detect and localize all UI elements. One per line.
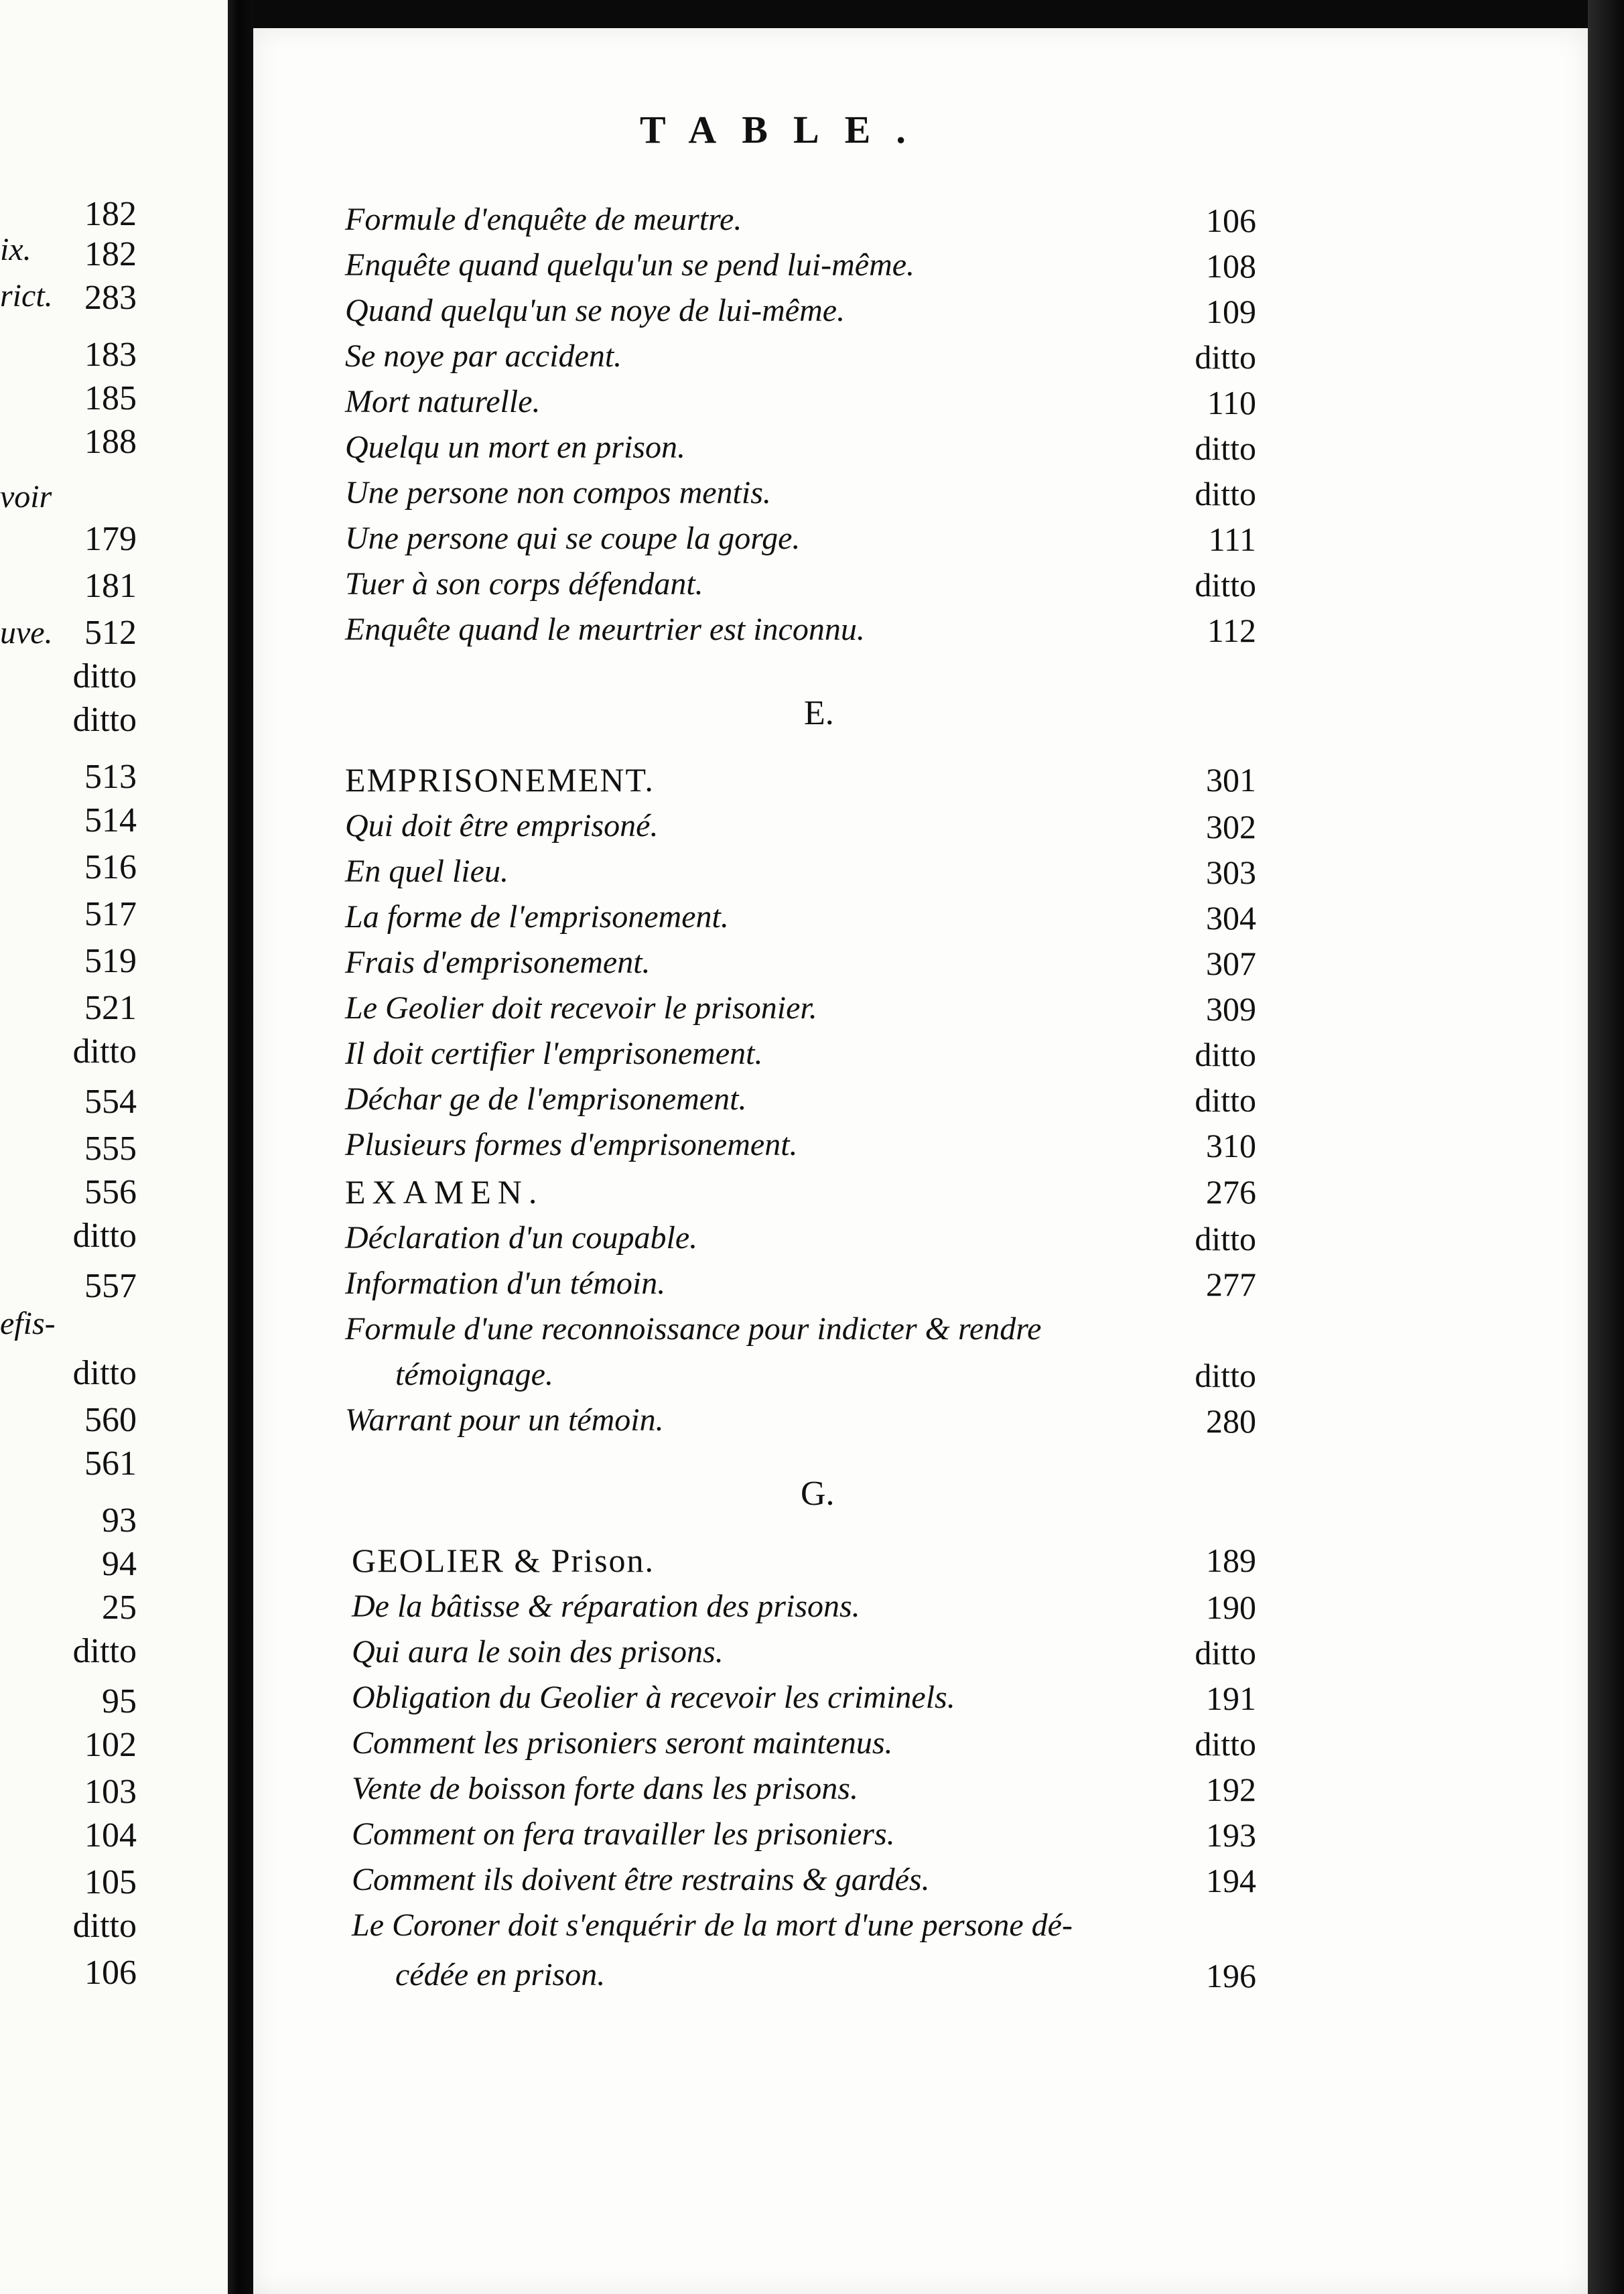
entry-label: Frais d'emprisonement. [345,945,651,980]
index-entry [345,898,1256,943]
entry-page: 310 [1206,1127,1256,1164]
heading-label: EXAMEN. [345,1173,544,1211]
index-entry [345,520,1256,564]
entry-page: 194 [1206,1862,1256,1899]
entry-page: 309 [1206,990,1256,1028]
entry-page: ditto [1195,429,1256,467]
section-letter: E. [804,694,834,732]
section-heading [345,760,1256,805]
entry-label: Une persone qui se coupe la gorge. [345,521,801,556]
left-page-number: 95 [102,1682,137,1720]
index-entry [345,292,1256,336]
left-page-number: 516 [84,848,137,886]
entry-label: Plusieurs formes d'emprisonement. [345,1127,798,1162]
entry-label: Enquête quand le meurtrier est inconnu. [345,612,865,647]
entry-label: Il doit certifier l'emprisonement. [345,1036,763,1071]
left-page-number: 514 [84,801,137,839]
entry-label: Vente de boisson forte dans les prisons. [352,1771,858,1806]
entry-page: 276 [1206,1173,1256,1211]
entry-label: Mort naturelle. [345,384,541,419]
left-fragment: ix. [0,232,31,267]
index-entry [352,1588,1256,1632]
index-entry [345,1219,1256,1264]
entry-label: Information d'un témoin. [345,1266,666,1301]
index-entry [345,853,1256,897]
index-entry [345,1402,1256,1446]
entry-label: Le Coroner doit s'enquérir de la mort d'une persone dé- [352,1907,1073,1943]
left-page-number: 103 [84,1773,137,1811]
left-page-number: 106 [84,1954,137,1992]
left-page-number: 554 [84,1083,137,1121]
entry-label: Une persone non compos mentis. [345,475,771,511]
index-entry [345,474,1256,519]
entry-label: Tuer à son corps défendant. [345,566,703,602]
entry-page: 189 [1206,1542,1256,1579]
entry-page: 302 [1206,808,1256,846]
entry-page: 190 [1206,1589,1256,1626]
left-page-number: 555 [84,1130,137,1168]
index-entry [345,1035,1256,1079]
section-heading [352,1541,1256,1585]
entry-page: 108 [1206,247,1256,285]
entry-page: ditto [1195,1036,1256,1073]
entry-page: 280 [1206,1402,1256,1440]
left-fragment: rict. [0,278,53,314]
index-entry [395,1956,1256,2001]
entry-page: 196 [1206,1957,1256,1995]
entry-page: ditto [1195,566,1256,604]
left-page-number: 283 [84,279,137,317]
entry-page: ditto [1195,338,1256,376]
index-entry [345,338,1256,382]
left-page-number: 519 [84,942,137,980]
index-entry [352,1679,1256,1723]
entry-page: 110 [1207,384,1256,421]
entry-page: ditto [1195,1634,1256,1672]
left-page-number: ditto [72,701,137,739]
entry-label: Warrant pour un témoin. [345,1402,664,1438]
index-entry [395,1356,1256,1400]
entry-label: Quand quelqu'un se noye de lui-même. [345,293,845,328]
left-page-number: 513 [84,758,137,796]
entry-page: 112 [1207,612,1256,649]
left-page-number: 561 [84,1444,137,1483]
entry-page: 307 [1206,945,1256,982]
index-entry [352,1770,1256,1814]
left-page-number: 179 [84,520,137,558]
index-entry [345,944,1256,988]
entry-label: Formule d'enquête de meurtre. [345,202,742,237]
entry-page: 193 [1206,1816,1256,1854]
left-page-number: ditto [72,1032,137,1071]
index-entry [345,807,1256,852]
entry-label: Quelqu un mort en prison. [345,429,685,465]
left-page-number: 25 [102,1589,137,1627]
entry-page: ditto [1195,1357,1256,1394]
index-entry [345,611,1256,655]
entry-label: En quel lieu. [345,854,509,889]
entry-label: Obligation du Geolier à recevoir les criminels. [352,1680,955,1715]
entry-label: Formule d'une reconnoissance pour indicter & rendre [345,1311,1042,1347]
index-entry [345,1265,1256,1309]
page-title: TABLE. [640,108,931,151]
left-page-number: ditto [72,1632,137,1670]
entry-label: La forme de l'emprisonement. [345,899,729,935]
left-page-number: ditto [72,657,137,695]
left-page-number: 512 [84,614,137,652]
entry-page: ditto [1195,1725,1256,1763]
index-entry [345,429,1256,473]
entry-label: Déclaration d'un coupable. [345,1220,698,1256]
entry-label: cédée en prison. [395,1957,606,1993]
left-page-number: 102 [84,1726,137,1764]
section-heading [345,1172,1256,1217]
index-entry [352,1861,1256,1905]
section-letter: G. [801,1475,835,1513]
entry-page: 301 [1206,761,1256,799]
left-fragment: uve. [0,615,53,651]
left-page-number: ditto [72,1217,137,1255]
left-page-number: 94 [102,1545,137,1583]
left-page-number: ditto [72,1354,137,1392]
entry-label: Enquête quand quelqu'un se pend lui-même. [345,247,915,283]
entry-label: Déchar ge de l'emprisonement. [345,1081,747,1117]
entry-page: 192 [1206,1771,1256,1808]
entry-label: Le Geolier doit recevoir le prisonier. [345,990,817,1026]
left-page-number: 182 [84,235,137,273]
entry-label: Comment les prisoniers seront maintenus. [352,1725,893,1761]
left-page-number: 183 [84,336,137,374]
page-edge-shadow [1588,0,1624,2294]
left-page-number: 104 [84,1816,137,1854]
index-entry [345,201,1256,245]
left-fragment: efis- [0,1306,56,1341]
entry-page: 106 [1206,202,1256,239]
left-page-number: 188 [84,423,137,461]
entry-page: 191 [1206,1680,1256,1717]
entry-page: 304 [1206,899,1256,937]
index-entry [352,1725,1256,1769]
entry-label: témoignage. [395,1357,553,1392]
entry-label: Qui aura le soin des prisons. [352,1634,724,1670]
index-entry [345,1310,1256,1355]
index-entry [345,990,1256,1034]
left-page-number: 181 [84,567,137,605]
entry-page: 111 [1208,521,1256,558]
left-page-number: 557 [84,1267,137,1305]
left-page-number: 93 [102,1501,137,1540]
left-page-number: 517 [84,895,137,933]
left-page-number: 105 [84,1863,137,1901]
left-page [0,0,228,2294]
left-page-number: 556 [84,1173,137,1211]
entry-page: 109 [1206,293,1256,330]
entry-page: 277 [1206,1266,1256,1303]
entry-page: ditto [1195,1081,1256,1119]
entry-label: De la bâtisse & réparation des prisons. [352,1589,860,1624]
book-gutter [228,0,253,2294]
left-fragment: voir [0,479,52,515]
index-entry [345,1126,1256,1170]
left-page-number: 185 [84,379,137,417]
heading-label: EMPRISONEMENT. [345,761,655,799]
entry-label: Qui doit être emprisoné. [345,808,659,844]
left-page-number: 521 [84,989,137,1027]
left-page-number: ditto [72,1907,137,1945]
index-entry [345,1081,1256,1125]
entry-page: ditto [1195,475,1256,513]
entry-label: Comment on fera travailler les prisoniers. [352,1816,895,1852]
index-entry [352,1816,1256,1860]
heading-label: GEOLIER & Prison. [352,1542,655,1579]
entry-label: Comment ils doivent être restrains & gardés. [352,1862,930,1897]
index-entry [345,383,1256,427]
index-entry [345,247,1256,291]
index-entry [352,1633,1256,1678]
entry-label: Se noye par accident. [345,338,622,374]
left-page-number: 560 [84,1401,137,1439]
entry-page: ditto [1195,1220,1256,1258]
left-page-number: 182 [84,195,137,233]
index-entry [345,565,1256,610]
index-entry [352,1907,1256,1951]
entry-page: 303 [1206,854,1256,891]
